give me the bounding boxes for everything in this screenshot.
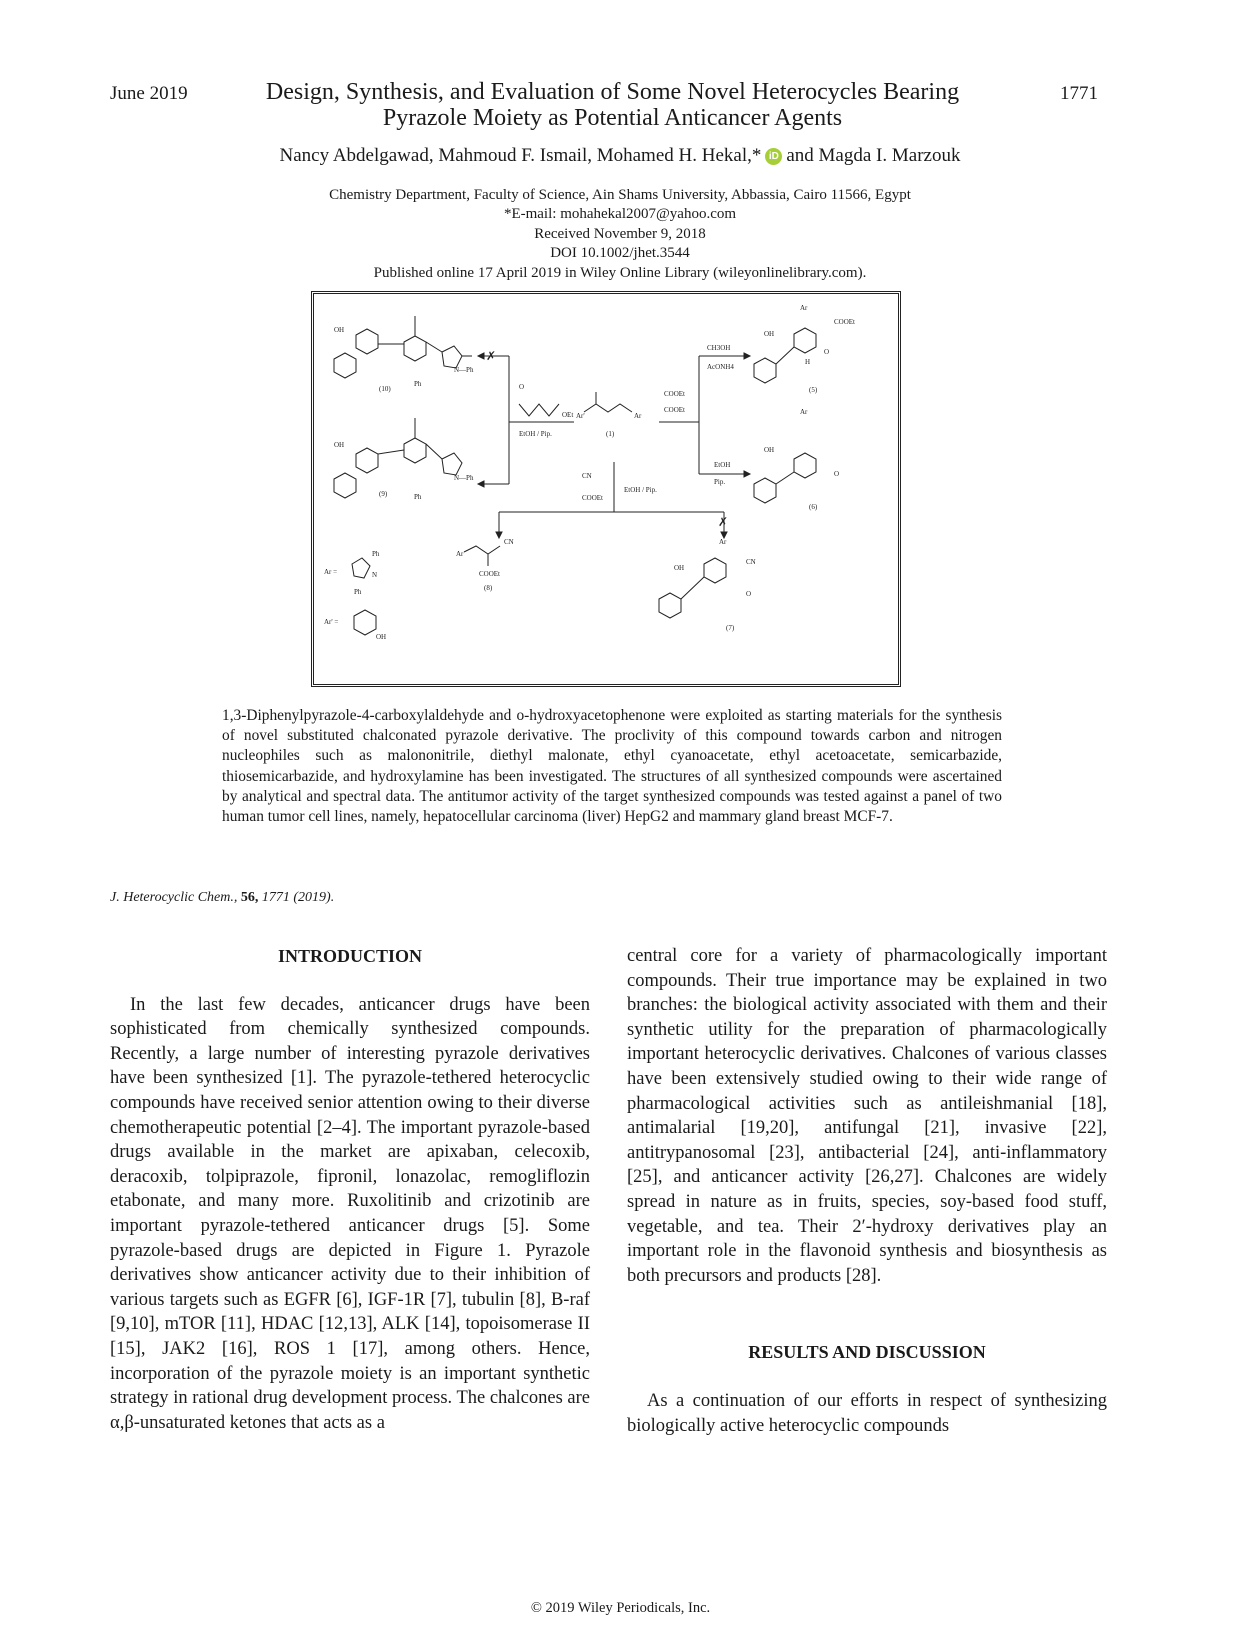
arp-def-oh: OH — [376, 633, 387, 641]
compound-7-structure — [659, 538, 756, 632]
results-heading: RESULTS AND DISCUSSION — [748, 1342, 986, 1363]
reagent-cyano-cooet: COOEt — [582, 494, 603, 502]
introduction-paragraph-1: In the last few decades, anticancer drugs have been sophisticated from chemically synthesized compounds. Recently, a large number of interesting pyrazole derivatives have been synthesized [1]. The pyrazole-tethered heterocyclic compounds have received senior attention owing to their diverse chemotherapeutic potential [2–4]. The important pyrazole-based drugs available in the market are apixaban, celecoxib, deracoxib, tolpiprazole, fipronil, lonazolac, remogliflozin etabonate, and many more. Ruxolitinib and crizotinib are important pyrazole-tethered anticancer drugs [5]. Some pyrazole-based drugs are depicted in Figure 1. Pyrazole derivatives show anticancer activity due to their inhibition of various targets such as EGFR [6], IGF-1R [7], tubulin [8], B-raf [9,10], mTOR [11], HDAC [12,13], ALK [14], topoisomerase II [15], JAK2 [16], ROS 1 [17], among others. Hence, incorporation of the pyrazole moiety is an important synthetic strategy in rational drug development process. The chalcones are α,β-unsaturated ketones that acts as a — [110, 994, 590, 1433]
cpd7-cn: CN — [746, 558, 756, 566]
cpd5-oh: OH — [764, 330, 775, 338]
cpd10-n-ph: N—Ph — [454, 366, 474, 374]
cpd9-oh: OH — [334, 441, 345, 449]
cpd1-ar: Ar — [634, 412, 642, 420]
cpd8-ar: Ar — [456, 550, 464, 558]
cpd7-ar: Ar — [719, 538, 727, 546]
results-paragraph-1: As a continuation of our efforts in respect of synthesizing biologically active heterocyclic compounds — [627, 1390, 1107, 1436]
cpd6-oh: OH — [764, 446, 775, 454]
introduction-heading: INTRODUCTION — [277, 946, 423, 966]
cpd6-o: O — [834, 470, 840, 478]
graphical-abstract-scheme — [311, 291, 901, 687]
compound-8-structure — [456, 538, 514, 592]
cpd9-ph: Ph — [414, 493, 422, 501]
compound-6-structure — [754, 408, 839, 511]
label-cpd8: (8) — [484, 584, 493, 592]
author-list — [160, 145, 1080, 167]
affiliation-department: Chemistry Department, Faculty of Science, Ain Shams University, Abbassia, Cairo 11566, Egypt — [329, 187, 911, 203]
corresponding-email[interactable]: *E-mail: mohahekal2007@yahoo.com — [503, 206, 737, 223]
arp-definition — [324, 610, 386, 641]
cpd8-cooet: COOEt — [479, 570, 500, 578]
reagent-oet: OEt — [562, 411, 574, 419]
reagent-pip: Pip. — [714, 478, 726, 486]
label-cpd6: (6) — [809, 503, 818, 511]
citation-line — [110, 890, 334, 906]
label-cpd7: (7) — [726, 624, 735, 632]
affiliation-block — [160, 186, 1080, 283]
page-number: 1771 — [1060, 83, 1098, 104]
cpd5-o: O — [824, 348, 830, 356]
cpd10-oh: OH — [334, 326, 345, 334]
ar-def-label: Ar = — [324, 568, 338, 576]
label-cpd1: (1) — [606, 430, 615, 438]
label-cpd5: (5) — [809, 386, 818, 394]
ar-def-ph: Ph — [372, 550, 380, 558]
svg-text:✗: ✗ — [718, 515, 729, 529]
copyright-footer: © 2019 Wiley Periodicals, Inc. — [530, 1600, 711, 1616]
citation-pages-year: 1771 (2019). — [261, 890, 335, 905]
reagent-aconh4: AcONH4 — [707, 363, 734, 371]
ar-def-ph2: Ph — [354, 588, 362, 596]
left-column — [110, 944, 590, 1435]
article-title: Design, Synthesis, and Evaluation of Some Novel Heterocycles Bearing Pyrazole Moiety as Potential Anticancer Agents — [265, 79, 960, 131]
cpd7-oh: OH — [674, 564, 685, 572]
reagent-cn: CN — [582, 472, 592, 480]
cpd8-cn: CN — [504, 538, 514, 546]
ar-def-n: N — [372, 571, 378, 579]
compound-1-structure — [576, 392, 642, 438]
cpd5-h: H — [805, 358, 811, 366]
arp-def-label: Ar' = — [324, 618, 339, 626]
cpd10-ph: Ph — [414, 380, 422, 388]
cpd5-ar: Ar — [800, 304, 808, 312]
cpd7-o: O — [746, 590, 752, 598]
ar-definition — [324, 550, 380, 596]
introduction-paragraph-2: central core for a variety of pharmacologically important compounds. Their true importance may be explained in two branches: the biological activity associated with them and their synthetic utility for the preparation of pharmacologically important heterocyclic derivatives. Chalcones of various classes have been extensively studied owing to their wide range of pharmacological activities such as antileishmanial [18], antimalarial [19,20], antifungal [21], invasive [22], antitrypanosomal [23], antibacterial [24], anti-inflammatory [25], and anticancer activity [26,27]. Chalcones are widely spread in nature as in fruits, species, soy-based food stuff, vegetable, and tea. Their 2′-hydroxy derivatives play an important role in the flavonoid synthesis and biosynthesis as both precursors and products [28]. — [627, 946, 1107, 1286]
cpd6-ar: Ar — [800, 408, 808, 416]
running-header-date: June 2019 — [110, 83, 188, 104]
orcid-icon[interactable]: iD — [765, 148, 782, 165]
reaction-scheme-svg — [314, 294, 898, 684]
compound-9-structure — [334, 418, 474, 501]
reagent-etoh: EtOH — [714, 461, 731, 469]
abstract: 1,3-Diphenylpyrazole-4-carboxylaldehyde and o-hydroxyacetophenone were exploited as starting materials for the synthesis of novel substituted chalconated pyrazole derivative. The proclivity of this compound towards carbon and nitrogen nucleophiles such as malononitrile, diethyl malonate, ethyl cyanoacetate, ethyl acetoacetate, semicarbazide, thiosemicarbazide, and hydroxylamine has been investigated. The structures of all synthesized compounds were ascertained by analytical and spectral data. The antitumor activity of the target synthesized compounds was tested against a panel of two human tumor cell lines, namely, hepatocellular carcinoma (liver) HepG2 and mammary gland breast MCF-7. — [222, 707, 1002, 826]
svg-text:✗: ✗ — [486, 349, 497, 363]
reagent-etoh-pip-left: EtOH / Pip. — [519, 430, 552, 438]
citation-volume: 56, — [240, 890, 259, 905]
authors-part-1: Nancy Abdelgawad, Mahmoud F. Ismail, Mohamed H. Hekal,* — [279, 145, 762, 166]
label-cpd10: (10) — [379, 385, 391, 393]
reagent-acetoacetate-o: O — [519, 383, 525, 391]
citation-journal: J. Heterocyclic Chem., — [110, 890, 238, 905]
cpd5-cooet: COOEt — [834, 318, 855, 326]
reagent-cooet-1: COOEt — [664, 390, 685, 398]
label-cpd9: (9) — [379, 490, 388, 498]
reagent-ch3oh: CH3OH — [707, 344, 731, 352]
received-date: Received November 9, 2018 — [534, 225, 706, 242]
authors-part-2: and Magda I. Marzouk — [786, 145, 961, 166]
cpd1-arp: Ar' — [576, 412, 585, 420]
publication-note: Published online 17 April 2019 in Wiley Online Library (wileyonlinelibrary.com). — [373, 264, 867, 281]
right-column — [627, 944, 1107, 1438]
doi[interactable]: DOI 10.1002/jhet.3544 — [550, 245, 690, 262]
reagent-etoh-pip-lower: EtOH / Pip. — [624, 486, 657, 494]
reagent-cooet-2: COOEt — [664, 406, 685, 414]
compound-10-structure — [334, 316, 474, 393]
cpd9-n-ph: N—Ph — [454, 474, 474, 482]
compound-5-structure — [754, 304, 855, 394]
